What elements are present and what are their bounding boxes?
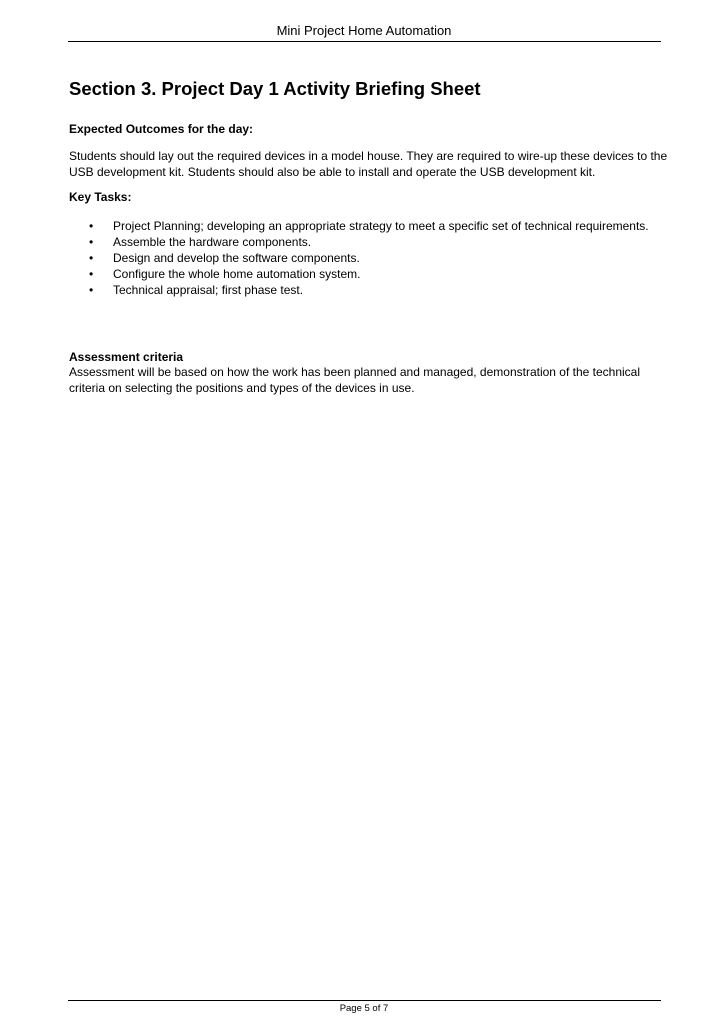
list-item xyxy=(69,218,669,234)
list-item-text: Assemble the hardware components. xyxy=(113,235,312,249)
outcomes-heading: Expected Outcomes for the day: xyxy=(69,122,254,136)
list-item-text: Configure the whole home automation system. xyxy=(113,267,361,281)
outcomes-paragraph: Students should lay out the required devices in a model house. They are required to wire-up these devices to the USB development kit. Students should also be able to install and operate the USB development kit. xyxy=(69,149,668,179)
key-tasks-heading: Key Tasks: xyxy=(69,190,132,204)
list-item xyxy=(69,266,669,282)
bullet-icon: • xyxy=(89,235,94,249)
list-item-text: Technical appraisal; first phase test. xyxy=(113,283,304,297)
assessment-paragraph: Assessment will be based on how the work has been planned and managed, demonstration of the technical criteria on selecting the positions and types of the devices in use. xyxy=(69,365,641,395)
footer-divider xyxy=(68,1000,661,1001)
bullet-icon: • xyxy=(89,267,94,281)
assessment-heading: Assessment criteria xyxy=(69,350,184,364)
section-title: Section 3. Project Day 1 Activity Briefing Sheet xyxy=(69,78,481,99)
list-item-text: Project Planning; developing an appropriate strategy to meet a specific set of technical requirements. xyxy=(113,219,649,233)
bullet-icon: • xyxy=(89,283,94,297)
list-item xyxy=(69,282,669,298)
bullet-icon: • xyxy=(89,251,94,265)
bullet-icon: • xyxy=(89,219,94,233)
list-item xyxy=(69,250,669,266)
header-divider xyxy=(68,41,661,42)
running-header: Mini Project Home Automation xyxy=(276,23,452,38)
key-tasks-list xyxy=(69,218,669,298)
page-number: Page 5 of 7 xyxy=(339,1003,389,1014)
list-item-text: Design and develop the software components. xyxy=(113,251,360,265)
list-item xyxy=(69,234,669,250)
